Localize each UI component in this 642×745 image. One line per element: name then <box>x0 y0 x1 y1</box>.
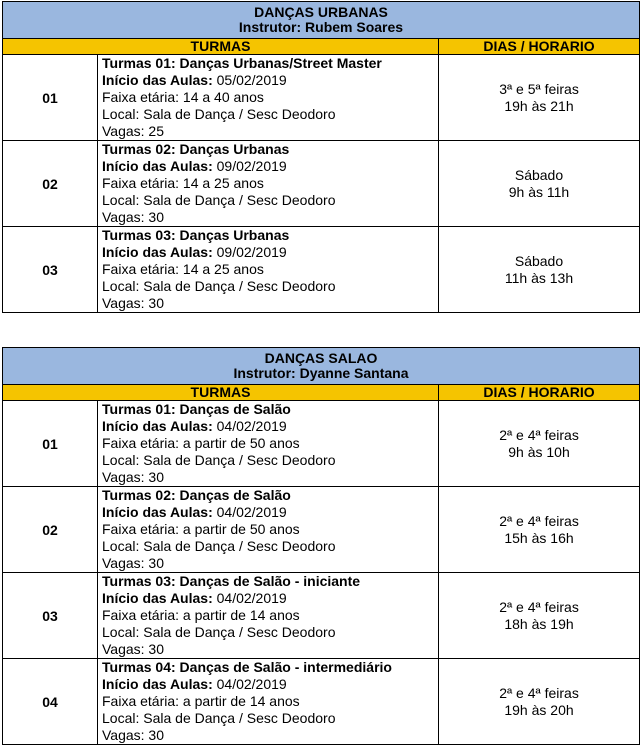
vagas: Vagas: 30 <box>102 641 165 657</box>
faixa-etaria: Faixa etária: 14 a 25 anos <box>102 175 264 191</box>
turma-info <box>98 573 439 659</box>
table-row <box>3 659 640 745</box>
turma-name: Turmas 02: Danças Urbanas <box>102 141 290 157</box>
table-row <box>3 573 640 659</box>
turma-number: 03 <box>3 227 98 313</box>
inicio-date: 04/02/2019 <box>212 590 287 606</box>
faixa-etaria: Faixa etária: 14 a 25 anos <box>102 261 264 277</box>
dias-horario <box>439 55 640 141</box>
turma-name: Turmas 03: Danças Urbanas <box>102 227 290 243</box>
dias: Sábado <box>514 252 564 269</box>
section-title: DANÇAS URBANAS <box>254 4 388 20</box>
vagas: Vagas: 30 <box>102 295 165 311</box>
inicio-aulas <box>102 676 438 693</box>
dias-horario <box>439 141 640 227</box>
horario: 15h às 16h <box>504 529 574 546</box>
local: Local: Sala de Dança / Sesc Deodoro <box>102 710 336 726</box>
vagas: Vagas: 30 <box>102 555 165 571</box>
dias-horario <box>439 573 640 659</box>
inicio-label: Início das Aulas: <box>102 504 213 520</box>
dias-horario <box>439 659 640 745</box>
inicio-date: 05/02/2019 <box>212 72 287 88</box>
vagas: Vagas: 25 <box>102 123 165 139</box>
dias: Sábado <box>514 166 564 183</box>
faixa-etaria: Faixa etária: a partir de 50 anos <box>102 521 300 537</box>
inicio-date: 04/02/2019 <box>212 676 287 692</box>
turma-name: Turmas 01: Danças Urbanas/Street Master <box>102 55 382 71</box>
inicio-label: Início das Aulas: <box>102 418 213 434</box>
inicio-aulas <box>102 244 438 261</box>
dancas-salao-table <box>2 347 640 745</box>
dias: 2ª e 4ª feiras <box>499 512 579 529</box>
inicio-label: Início das Aulas: <box>102 158 213 174</box>
local: Local: Sala de Dança / Sesc Deodoro <box>102 106 336 122</box>
inicio-date: 04/02/2019 <box>212 504 287 520</box>
turma-info <box>98 487 439 573</box>
faixa-etaria: Faixa etária: a partir de 50 anos <box>102 435 300 451</box>
table-row <box>3 401 640 487</box>
turma-number: 02 <box>3 487 98 573</box>
dias-horario <box>439 401 640 487</box>
turma-info <box>98 141 439 227</box>
inicio-aulas <box>102 590 438 607</box>
local: Local: Sala de Dança / Sesc Deodoro <box>102 278 336 294</box>
turma-name: Turmas 02: Danças de Salão <box>102 487 291 503</box>
table-row <box>3 227 640 313</box>
vagas: Vagas: 30 <box>102 727 165 743</box>
vagas: Vagas: 30 <box>102 209 165 225</box>
horario: 19h às 21h <box>504 97 574 114</box>
inicio-label: Início das Aulas: <box>102 676 213 692</box>
local: Local: Sala de Dança / Sesc Deodoro <box>102 538 336 554</box>
column-header-dias: DIAS / HORARIO <box>439 385 640 401</box>
faixa-etaria: Faixa etária: a partir de 14 anos <box>102 607 300 623</box>
inicio-aulas <box>102 504 438 521</box>
local: Local: Sala de Dança / Sesc Deodoro <box>102 192 336 208</box>
column-header-turmas: TURMAS <box>3 39 439 55</box>
inicio-label: Início das Aulas: <box>102 72 213 88</box>
turma-number: 01 <box>3 401 98 487</box>
turma-name: Turmas 04: Danças de Salão - intermediário <box>102 659 392 675</box>
inicio-date: 09/02/2019 <box>212 158 287 174</box>
inicio-date: 09/02/2019 <box>212 244 287 260</box>
vagas: Vagas: 30 <box>102 469 165 485</box>
horario: 18h às 19h <box>504 615 574 632</box>
table-row <box>3 141 640 227</box>
turma-name: Turmas 03: Danças de Salão - iniciante <box>102 573 361 589</box>
column-header-dias: DIAS / HORARIO <box>439 39 640 55</box>
section-title: DANÇAS SALAO <box>264 350 378 366</box>
turma-info <box>98 55 439 141</box>
turma-number: 01 <box>3 55 98 141</box>
inicio-date: 04/02/2019 <box>212 418 287 434</box>
inicio-aulas <box>102 72 438 89</box>
inicio-label: Início das Aulas: <box>102 244 213 260</box>
horario: 9h às 10h <box>508 443 570 460</box>
table-row <box>3 55 640 141</box>
dias: 2ª e 4ª feiras <box>499 684 579 701</box>
local: Local: Sala de Dança / Sesc Deodoro <box>102 624 336 640</box>
horario: 19h às 20h <box>504 701 574 718</box>
column-header-turmas: TURMAS <box>3 385 439 401</box>
faixa-etaria: Faixa etária: a partir de 14 anos <box>102 693 300 709</box>
inicio-aulas <box>102 418 438 435</box>
dias: 2ª e 4ª feiras <box>499 426 579 443</box>
instructor-name: Instrutor: Dyanne Santana <box>233 365 409 381</box>
turma-number: 02 <box>3 141 98 227</box>
horario: 11h às 13h <box>504 269 574 286</box>
turma-info <box>98 227 439 313</box>
table-row <box>3 487 640 573</box>
dancas-urbanas-table <box>2 1 640 313</box>
inicio-label: Início das Aulas: <box>102 590 213 606</box>
turma-number: 03 <box>3 573 98 659</box>
inicio-aulas <box>102 158 438 175</box>
local: Local: Sala de Dança / Sesc Deodoro <box>102 452 336 468</box>
faixa-etaria: Faixa etária: 14 a 40 anos <box>102 89 264 105</box>
turma-name: Turmas 01: Danças de Salão <box>102 401 291 417</box>
instructor-name: Instrutor: Rubem Soares <box>238 19 404 35</box>
turma-info <box>98 401 439 487</box>
horario: 9h às 11h <box>508 183 570 200</box>
dias: 3ª e 5ª feiras <box>499 80 579 97</box>
dias: 2ª e 4ª feiras <box>499 598 579 615</box>
dias-horario <box>439 487 640 573</box>
dias-horario <box>439 227 640 313</box>
turma-number: 04 <box>3 659 98 745</box>
turma-info <box>98 659 439 745</box>
section-header <box>3 348 640 385</box>
section-header <box>3 2 640 39</box>
